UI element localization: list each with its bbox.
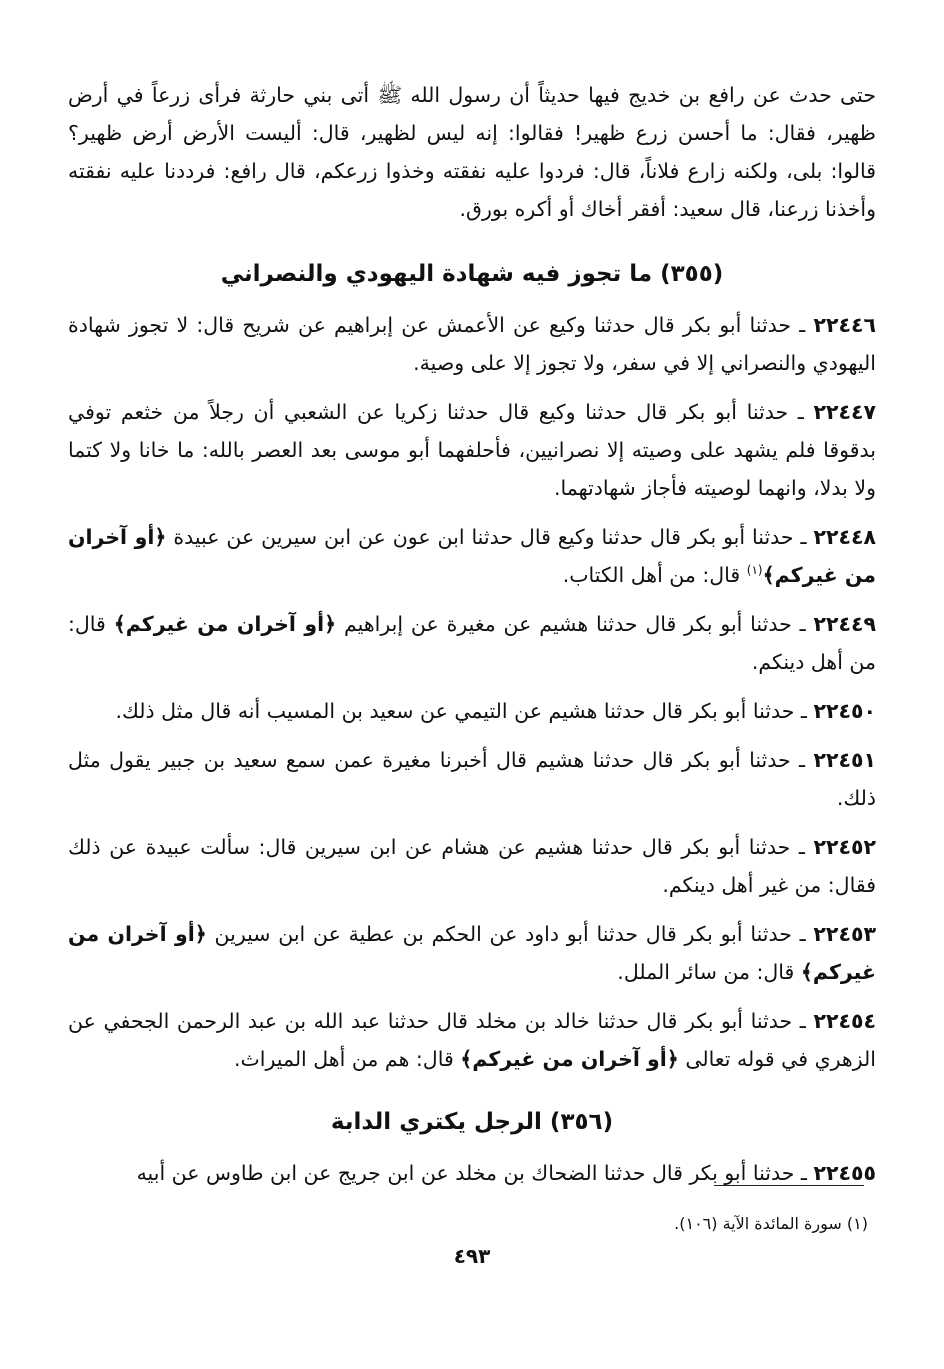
hadith-text: ـ حدثنا أبو بكر قال حدثنا هشيم عن مغيرة عن إبراهيم (336, 612, 814, 636)
page-body (68, 76, 876, 1326)
hadith-text-tail: قال: من سائر الملل. (617, 960, 801, 984)
hadith-number: ٢٢٤٤٦ (813, 313, 876, 337)
hadith-text: ـ حدثنا أبو بكر قال حدثنا هشيم عن هشام عن ابن سيرين قال: سألت عبيدة عن ذلك فقال: من غير أهل دينكم. (68, 835, 876, 897)
hadith-text-tail: قال: من أهل الكتاب. (562, 563, 747, 587)
hadith-number: ٢٢٤٥٣ (813, 922, 876, 946)
hadith-paragraph (68, 741, 876, 817)
hadith-number: ٢٢٤٥٥ (813, 1161, 876, 1185)
hadith-number: ٢٢٤٥٤ (813, 1009, 876, 1033)
quran-quote: ﴿أو آخران من غيركم﴾ (113, 612, 337, 636)
hadith-text: ـ حدثنا أبو بكر قال حدثنا وكيع عن الأعمش عن إبراهيم عن شريح قال: لا تجوز شهادة اليهودي والنصراني إلا في سفر، ولا تجوز إلا على وصية. (68, 313, 876, 375)
hadith-text: ـ حدثنا أبو بكر قال حدثنا خالد بن مخلد قال حدثنا عبد الله بن عبد الرحمن الجحفي عن الزهري في قوله تعالى (68, 1009, 876, 1071)
intro-paragraph: حتى حدث عن رافع بن خديج فيها حديثاً أن رسول الله ﷺ أتى بني حارثة فرأى زرعاً في أرض ظهير، فقال: ما أحسن زرع ظهير! فقالوا: إنه ليس لظهير، قال: أليست الأرض أرض ظهير؟ قالوا: بلى، ولكنه زارع فلاناً، قال: فردوا عليه نفقته وخذوا زرعكم، قال رافع: فرددنا عليه نفقته وأخذنا زرعنا، قال سعيد: أفقر أخاك أو أكره بورق. (68, 83, 876, 221)
quran-quote: ﴿أو آخران من غيركم﴾ (68, 922, 876, 984)
footnote-reference[interactable]: (١) (746, 563, 763, 578)
hadith-number: ٢٢٤٥١ (813, 748, 876, 772)
hadith-number: ٢٢٤٥٠ (813, 699, 876, 723)
hadith-number: ٢٢٤٤٩ (813, 612, 876, 636)
hadith-text: ـ حدثنا أبو بكر قال حدثنا الضحاك بن مخلد عن ابن جريج عن ابن طاوس عن أبيه (136, 1161, 814, 1185)
hadith-paragraph (68, 1154, 876, 1192)
quran-quote: ﴿أو آخران من غيركم﴾ (68, 525, 876, 587)
hadith-paragraph (68, 828, 876, 904)
hadith-paragraph (68, 692, 876, 730)
quran-quote: ﴿أو آخران من غيركم﴾ (460, 1047, 679, 1071)
hadith-text: ـ حدثنا أبو بكر قال حدثنا هشيم عن التيمي عن سعيد بن المسيب أنه قال مثل ذلك. (115, 699, 814, 723)
hadith-text: ـ حدثنا أبو بكر قال حدثنا هشيم قال أخبرنا مغيرة عمن سمع سعيد بن جبير يقول مثل ذلك. (68, 748, 876, 810)
footnote-divider (714, 1185, 864, 1186)
section-355-hadith-list (68, 306, 876, 1078)
page-number: ٤٩٣ (453, 1244, 491, 1268)
hadith-text: ـ حدثنا أبو بكر قال حدثنا وكيع قال حدثنا زكريا عن الشعبي أن رجلاً من خثعم توفي بدقوقا فلم يشهد على وصيته إلا نصرانيين، فأحلفهما أبو موسى بعد العصر بالله: ما خانا ولا كتما ولا بدلا، وانهما لوصيته فأجاز شهادتهما. (68, 400, 876, 500)
hadith-paragraph (68, 306, 876, 382)
hadith-text-tail: قال: من أهل دينكم. (68, 612, 876, 674)
hadith-paragraph (68, 393, 876, 507)
section-heading-355: (٣٥٥) ما تجوز فيه شهادة اليهودي والنصراني (220, 261, 724, 287)
section-heading-356: (٣٥٦) الرجل يكتري الدابة (330, 1109, 614, 1135)
footnote: (١) سورة المائدة الآية (١٠٦). (674, 1214, 868, 1233)
hadith-paragraph (68, 915, 876, 991)
hadith-number: ٢٢٤٤٨ (813, 525, 876, 549)
hadith-text-tail: قال: هم من أهل الميراث. (233, 1047, 461, 1071)
hadith-text: ـ حدثنا أبو بكر قال حدثنا أبو داود عن الحكم بن عطية عن ابن سيرين (206, 922, 814, 946)
hadith-text: ـ حدثنا أبو بكر قال حدثنا وكيع قال حدثنا ابن عون عن ابن سيرين عن عبيدة (166, 525, 814, 549)
hadith-paragraph (68, 605, 876, 681)
hadith-number: ٢٢٤٤٧ (813, 400, 876, 424)
hadith-paragraph (68, 1002, 876, 1078)
section-356-hadith-list (68, 1154, 876, 1192)
hadith-paragraph (68, 518, 876, 594)
hadith-number: ٢٢٤٥٢ (813, 835, 876, 859)
